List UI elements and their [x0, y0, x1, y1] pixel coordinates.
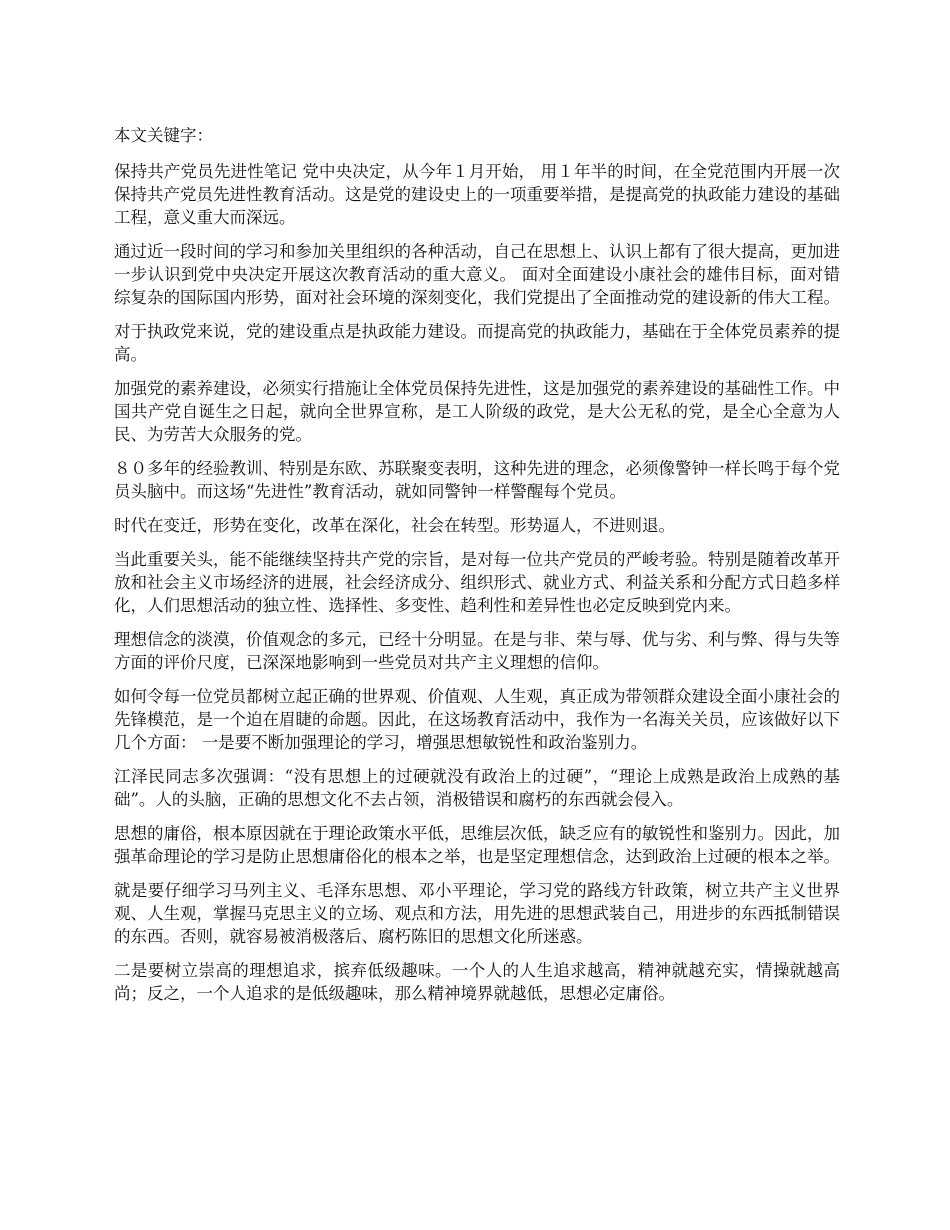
paragraph-8: 理想信念的淡漠，价值观念的多元，已经十分明显。在是与非、荣与辱、优与劣、利与弊、得与失等方面的评价尺度，已深深地影响到一些党员对共产主义理想的信仰。 [114, 630, 840, 672]
paragraph-5: ８０多年的经验教训、特别是东欧、苏联聚变表明，这种先进的理念，必须像警钟一样长鸣于每个党员头脑中。而这场“先进性”教育活动，就如同警钟一样警醒每个党员。 [114, 459, 840, 501]
paragraph-10: 江泽民同志多次强调：“没有思想上的过硬就没有政治上的过硬”，“理论上成熟是政治上成熟的基础”。人的头脑，正确的思想文化不去占领，消极错误和腐朽的东西就会侵入。 [114, 767, 840, 809]
paragraph-11: 思想的庸俗，根本原因就在于理论政策水平低，思维层次低，缺乏应有的敏锐性和鉴别力。因此，加强革命理论的学习是防止思想庸俗化的根本之举，也是坚定理想信念，达到政治上过硬的根本之举。 [114, 824, 840, 866]
paragraph-13: 二是要树立崇高的理想追求，摈弃低级趣味。一个人的人生追求越高，精神就越充实，情操就越高尚；反之，一个人追求的是低级趣味，那么精神境界就越低，思想必定庸俗。 [114, 961, 840, 1003]
paragraph-2: 通过近一段时间的学习和参加关里组织的各种活动，自己在思想上、认识上都有了很大提高，更加进一步认识到党中央决定开展这次教育活动的重大意义。 面对全面建设小康社会的雄伟目标，面对错综复杂的国际国内形势，面对社会环境的深刻变化，我们党提出了全面推动党的建设新的伟大工程。 [114, 242, 840, 307]
paragraph-7: 当此重要关头，能不能继续坚持共产党的宗旨，是对每一位共产党员的严峻考验。特别是随着改革开放和社会主义市场经济的进展，社会经济成分、组织形式、就业方式、利益关系和分配方式日趋多样化，人们思想活动的独立性、选择性、多变性、趋利性和差异性也必定反映到党内来。 [114, 550, 840, 615]
paragraph-4: 加强党的素养建设，必须实行措施让全体党员保持先进性，这是加强党的素养建设的基础性工作。中国共产党自诞生之日起，就向全世界宣称，是工人阶级的政党，是大公无私的党，是全心全意为人民、为劳苦大众服务的党。 [114, 379, 840, 444]
keywords-label: 本文关键字： [114, 126, 213, 145]
paragraph-9: 如何令每一位党员都树立起正确的世界观、价值观、人生观，真正成为带领群众建设全面小康社会的先锋模范，是一个迫在眉睫的命题。因此，在这场教育活动中，我作为一名海关关员，应该做好以下几个方面： 一是要不断加强理论的学习，增强思想敏锐性和政治鉴别力。 [114, 687, 840, 752]
paragraph-1: 保持共产党员先进性笔记 党中央决定，从今年１月开始， 用１年半的时间，在全党范围内开展一次保持共产党员先进性教育活动。这是党的建设史上的一项重要举措，是提高党的执政能力建设的基础工程，意义重大而深远。 [114, 162, 840, 227]
document-body [114, 124, 840, 1016]
paragraph-6: 时代在变迁，形势在变化，改革在深化，社会在转型。形势逼人，不进则退。 [114, 516, 675, 535]
paragraph-3: 对于执政党来说，党的建设重点是执政能力建设。而提高党的执政能力，基础在于全体党员素养的提高。 [114, 322, 840, 364]
paragraph-12: 就是要仔细学习马列主义、毛泽东思想、邓小平理论，学习党的路线方针政策，树立共产主义世界观、人生观，掌握马克思主义的立场、观点和方法，用先进的思想武装自己，用进步的东西抵制错误的东西。否则，就容易被消极落后、腐朽陈旧的思想文化所迷惑。 [114, 881, 840, 946]
